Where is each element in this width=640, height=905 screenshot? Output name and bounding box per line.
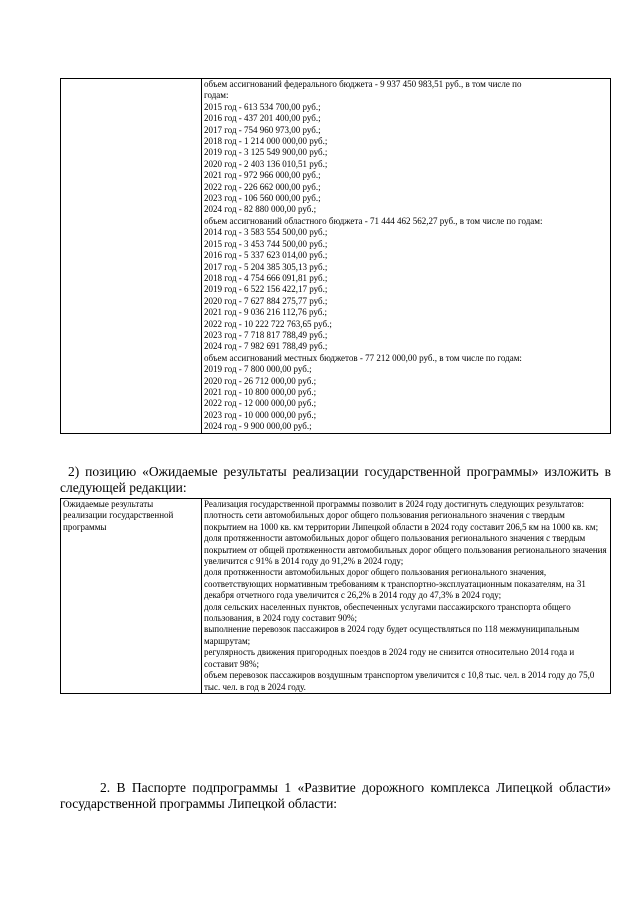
table-line: 2023 год - 7 718 817 788,49 руб.;	[204, 329, 328, 340]
funding-table	[60, 78, 611, 434]
table-line: годам:	[204, 90, 229, 101]
expected-results-table	[60, 498, 611, 694]
table-line: 2022 год - 226 662 000,00 руб.;	[204, 181, 321, 192]
table-line: 2022 год - 10 222 722 763,65 руб.;	[204, 318, 332, 329]
result-item: регулярность движения пригородных поездов в 2024 году не снизится относительно 2014 года и составит 98%;	[204, 647, 575, 669]
table-line: 2019 год - 3 125 549 900,00 руб.;	[204, 147, 328, 158]
table-line: 2018 год - 1 214 000 000,00 руб.;	[204, 136, 328, 147]
table-line: 2020 год - 26 712 000,00 руб.;	[204, 375, 317, 386]
table-line: 2014 год - 3 583 554 500,00 руб.;	[204, 227, 328, 238]
funding-table-content-cell	[202, 79, 611, 434]
result-item: доля сельских населенных пунктов, обеспеченных услугами пассажирского транспорта общего пользования, в 2024 году составит 90%;	[204, 601, 571, 624]
table-line: 2024 год - 82 880 000,00 руб.;	[204, 204, 317, 215]
section-paragraph: 2. В Паспорте подпрограммы 1 «Развитие дорожного комплекса Липецкой области» государственной программы Липецкой области:	[60, 780, 611, 811]
table-line: 2023 год - 10 000 000,00 руб.;	[204, 409, 317, 420]
table-line: 2023 год - 106 560 000,00 руб.;	[204, 193, 321, 204]
table-line: 2017 год - 754 960 973,00 руб.;	[204, 124, 321, 135]
expected-results-label-cell: Ожидаемые результаты реализации государственной программы	[61, 499, 202, 694]
table-line: объем ассигнований областного бюджета - 71 444 462 562,27 руб., в том числе по годам:	[204, 215, 543, 226]
table-line: 2019 год - 7 800 000,00 руб.;	[204, 364, 312, 375]
table-line: объем ассигнований федерального бюджета - 9 937 450 983,51 руб., в том числе по	[204, 79, 522, 89]
result-item: Реализация государственной программы позволит в 2024 году достигнуть следующих результатов:	[204, 499, 584, 509]
table-line: 2022 год - 12 000 000,00 руб.;	[204, 398, 317, 409]
table-line: 2021 год - 9 036 216 112,76 руб.;	[204, 307, 328, 318]
table-line: объем ассигнований местных бюджетов - 77 212 000,00 руб., в том числе по годам:	[204, 352, 522, 363]
result-item: плотность сети автомобильных дорог общего пользования регионального значения с твердым покрытием на 1000 кв. км территории Липецкой области в 2024 году составит 206,5 км на 1000 кв. км;	[204, 510, 599, 532]
funding-table-label-cell	[61, 79, 202, 434]
table-line: 2020 год - 2 403 136 010,51 руб.;	[204, 158, 328, 169]
table-line: 2017 год - 5 204 385 305,13 руб.;	[204, 261, 328, 272]
expected-results-content-cell	[202, 499, 611, 694]
table-line: 2019 год - 6 522 156 422,17 руб.;	[204, 284, 328, 295]
result-item: доля протяженности автомобильных дорог общего пользования регионального значения, соответствующих нормативным требованиям к транспортно-эксплуатационным показателям, на 31 декабря отчетного года увеличится с 26,2% в 2014 году до 47,3% в 2024 году;	[204, 567, 586, 601]
table-line: 2016 год - 437 201 400,00 руб.;	[204, 113, 321, 124]
result-item: выполнение перевозок пассажиров в 2024 году будет осуществляться по 118 межмуниципальным маршрутам;	[204, 624, 580, 646]
table-line: 2018 год - 4 754 666 091,81 руб.;	[204, 272, 328, 283]
table-line: 2024 год - 7 982 691 788,49 руб.;	[204, 341, 328, 352]
table-line: 2020 год - 7 627 884 275,77 руб.;	[204, 295, 328, 306]
table-line: 2015 год - 3 453 744 500,00 руб.;	[204, 238, 328, 249]
amendment-paragraph: 2) позицию «Ожидаемые результаты реализации государственной программы» изложить в следующей редакции:	[60, 464, 611, 495]
table-line: 2021 год - 10 800 000,00 руб.;	[204, 386, 317, 397]
result-item: доля протяженности автомобильных дорог общего пользования регионального значения с твердым покрытием от общей протяженности автомобильных дорог общего пользования регионального значения увеличится с 91% в 2014 году до 91,2% в 2024 году;	[204, 533, 607, 567]
table-line: 2015 год - 613 534 700,00 руб.;	[204, 101, 321, 112]
table-line: 2021 год - 972 966 000,00 руб.;	[204, 170, 321, 181]
table-line: 2016 год - 5 337 623 014,00 руб.;	[204, 250, 328, 261]
table-line: 2024 год - 9 900 000,00 руб.;	[204, 421, 312, 432]
result-item: объем перевозок пассажиров воздушным транспортом увеличится с 10,8 тыс. чел. в 2014 году до 75,0 тыс. чел. в год в 2024 году.	[204, 670, 595, 692]
